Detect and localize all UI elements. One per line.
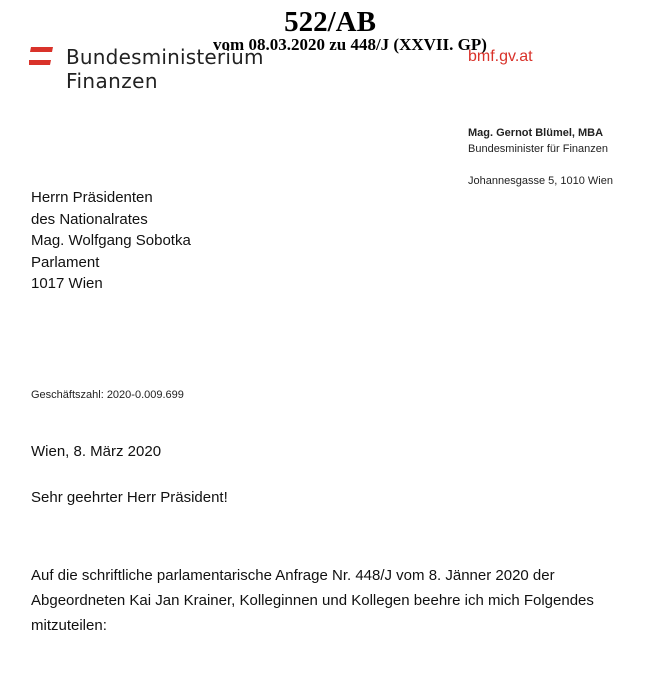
ministry-name-line2: Finanzen bbox=[66, 69, 158, 93]
ministry-name-line1: Bundesministerium bbox=[66, 45, 264, 69]
sender-title: Bundesminister für Finanzen bbox=[468, 143, 609, 155]
austria-flag-icon bbox=[29, 47, 55, 67]
letter-body bbox=[31, 563, 621, 638]
body-line: Auf die schriftliche parlamentarische Anfrage Nr. 448/J vom 8. Jänner 2020 der bbox=[31, 567, 555, 584]
sender-name: Mag. Gernot Blümel, MBA bbox=[468, 127, 604, 139]
recipient-line: 1017 Wien bbox=[31, 275, 103, 292]
recipient-line: Herrn Präsidenten bbox=[31, 189, 153, 206]
case-number: Geschäftszahl: 2020-0.009.699 bbox=[31, 389, 184, 401]
salutation: Sehr geehrter Herr Präsident! bbox=[31, 489, 228, 506]
stamp-reference: vom 08.03.2020 zu 448/J (XXVII. GP) bbox=[213, 35, 487, 54]
body-line: Abgeordneten Kai Jan Krainer, Kolleginnen und Kollegen beehre ich mich Folgendes bbox=[31, 592, 594, 609]
recipient-line: Parlament bbox=[31, 253, 100, 271]
sender-block bbox=[468, 125, 613, 189]
sender-address: Johannesgasse 5, 1010 Wien bbox=[468, 175, 613, 187]
recipient-line: des Nationalrates bbox=[31, 210, 148, 228]
recipient-line: Mag. Wolfgang Sobotka bbox=[31, 232, 191, 249]
recipient-address bbox=[31, 187, 191, 295]
website-link[interactable]: bmf.gv.at bbox=[468, 48, 533, 65]
stamp-document-number: 522/AB bbox=[284, 6, 376, 38]
place-and-date: Wien, 8. März 2020 bbox=[31, 443, 162, 460]
body-line: mitzuteilen: bbox=[31, 617, 107, 634]
